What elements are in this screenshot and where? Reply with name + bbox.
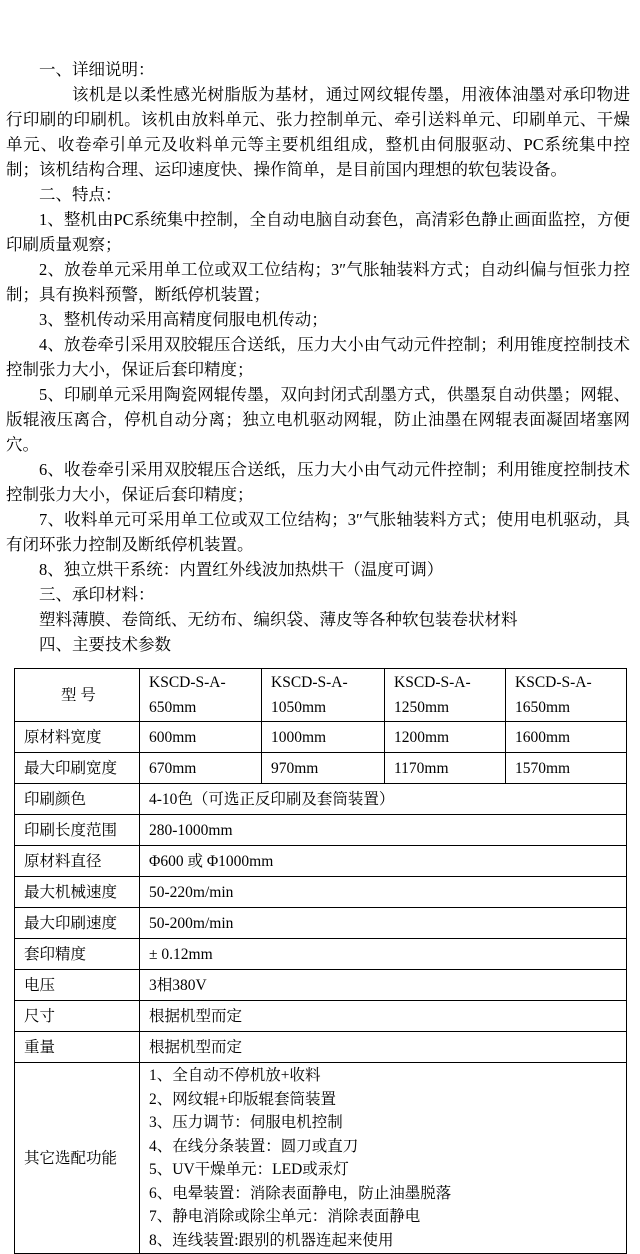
spec-value: 600mm <box>140 722 262 753</box>
spec-value: 1570mm <box>506 753 627 784</box>
feature-item: 5、印刷单元采用陶瓷网辊传墨，双向封闭式刮墨方式，供墨泵自动供墨；网辊、版辊液压离合，停机自动分离；独立电机驱动网辊，防止油墨在网辊表面凝固堵塞网穴。 <box>6 385 630 454</box>
spec-value: 1200mm <box>385 722 506 753</box>
spec-value: KSCD-S-A-1250mm <box>385 669 506 722</box>
spec-row-options <box>15 1063 627 1254</box>
spec-row-voltage <box>15 970 627 1001</box>
spec-label: 套印精度 <box>15 939 140 970</box>
spec-label: 最大机械速度 <box>15 877 140 908</box>
spec-row-print-length <box>15 815 627 846</box>
spec-row-material-diameter <box>15 846 627 877</box>
spec-value: Φ600 或 Φ1000mm <box>140 846 627 877</box>
option-item: 5、UV干燥单元：LED或汞灯 <box>149 1161 349 1178</box>
option-item: 7、静电消除或除尘单元：消除表面静电 <box>149 1208 421 1225</box>
section-heading-features: 二、特点： <box>39 185 122 204</box>
spec-label: 重量 <box>15 1032 140 1063</box>
spec-label: 尺寸 <box>15 1001 140 1032</box>
spec-value: 3相380V <box>140 970 627 1001</box>
spec-row-mech-speed <box>15 877 627 908</box>
feature-item: 2、放卷单元采用单工位或双工位结构；3″气胀轴装料方式；自动纠偏与恒张力控制；具有换料预警，断纸停机装置； <box>6 260 630 304</box>
spec-row-model <box>15 669 627 722</box>
spec-label: 其它选配功能 <box>15 1063 140 1254</box>
materials-paragraph: 塑料薄膜、卷筒纸、无纺布、编织袋、薄皮等各种软包装卷状材料 <box>39 610 518 629</box>
section-heading-parameters: 四、主要技术参数 <box>39 635 171 654</box>
spec-value: ± 0.12mm <box>140 939 627 970</box>
specs-table <box>14 668 627 1254</box>
feature-item: 8、独立烘干系统：内置红外线波加热烘干（温度可调） <box>39 560 444 579</box>
spec-value: 1000mm <box>262 722 385 753</box>
feature-item: 1、整机由PC系统集中控制，全自动电脑自动套色，高清彩色静止画面监控，方便印刷质量观察； <box>6 210 630 254</box>
spec-value: 280-1000mm <box>140 815 627 846</box>
spec-label: 印刷颜色 <box>15 784 140 815</box>
option-item: 6、电晕装置：消除表面静电，防止油墨脱落 <box>149 1184 452 1202</box>
spec-row-print-width <box>15 753 627 784</box>
option-item: 3、压力调节：伺服电机控制 <box>149 1114 343 1131</box>
feature-item: 4、放卷牵引采用双胶辊压合送纸，压力大小由气动元件控制；利用锥度控制技术控制张力大小，保证后套印精度； <box>6 335 630 379</box>
spec-row-material-width <box>15 722 627 753</box>
spec-value: KSCD-S-A-1650mm <box>506 669 627 722</box>
spec-label: 最大印刷宽度 <box>15 753 140 784</box>
spec-row-register-precision <box>15 939 627 970</box>
spec-label: 原材料宽度 <box>15 722 140 753</box>
spec-value: 970mm <box>262 753 385 784</box>
section-heading-description: 一、详细说明： <box>39 60 155 79</box>
spec-row-print-speed <box>15 908 627 939</box>
spec-row-weight <box>15 1032 627 1063</box>
option-item: 2、网纹辊+印版辊套筒装置 <box>149 1090 336 1108</box>
spec-value: 根据机型而定 <box>140 1001 627 1032</box>
feature-item: 6、收卷牵引采用双胶辊压合送纸，压力大小由气动元件控制；利用锥度控制技术控制张力大小，保证后套印精度； <box>6 460 630 504</box>
spec-value-options <box>140 1063 627 1254</box>
spec-value: 根据机型而定 <box>140 1032 627 1063</box>
spec-label: 型 号 <box>15 669 140 722</box>
spec-value: 50-200m/min <box>140 908 627 939</box>
spec-label: 最大印刷速度 <box>15 908 140 939</box>
spec-row-colors <box>15 784 627 815</box>
feature-item: 7、收料单元可采用单工位或双工位结构；3″气胀轴装料方式；使用电机驱动，具有闭环张力控制及断纸停机装置。 <box>6 510 630 554</box>
option-item: 8、连线装置:跟别的机器连起来使用 <box>149 1231 394 1249</box>
spec-label: 原材料直径 <box>15 846 140 877</box>
description-paragraph: 该机是以柔性感光树脂版为基材，通过网纹辊传墨，用液体油墨对承印物进行印刷的印刷机。该机由放料单元、张力控制单元、牵引送料单元、印刷单元、干燥单元、收卷牵引单元及收料单元等主要机组组成，整机由伺服驱动、PC系统集中控制；该机结构合理、运印速度快、操作简单，是目前国内理想的软包装设备。 <box>6 85 630 179</box>
spec-label: 电压 <box>15 970 140 1001</box>
section-heading-materials: 三、承印材料： <box>39 585 155 604</box>
spec-value: KSCD-S-A-650mm <box>140 669 262 722</box>
spec-value: 50-220m/min <box>140 877 627 908</box>
spec-label: 印刷长度范围 <box>15 815 140 846</box>
option-item: 1、全自动不停机放+收料 <box>149 1067 321 1084</box>
spec-row-dimensions <box>15 1001 627 1032</box>
spec-value: 1170mm <box>385 753 506 784</box>
feature-item: 3、整机传动采用高精度伺服电机传动； <box>39 310 328 329</box>
spec-value: 1600mm <box>506 722 627 753</box>
spec-value: 670mm <box>140 753 262 784</box>
option-item: 4、在线分条装置：圆刀或直刀 <box>149 1137 359 1155</box>
spec-value: KSCD-S-A-1050mm <box>262 669 385 722</box>
spec-value: 4-10色（可选正反印刷及套筒装置） <box>140 784 627 815</box>
